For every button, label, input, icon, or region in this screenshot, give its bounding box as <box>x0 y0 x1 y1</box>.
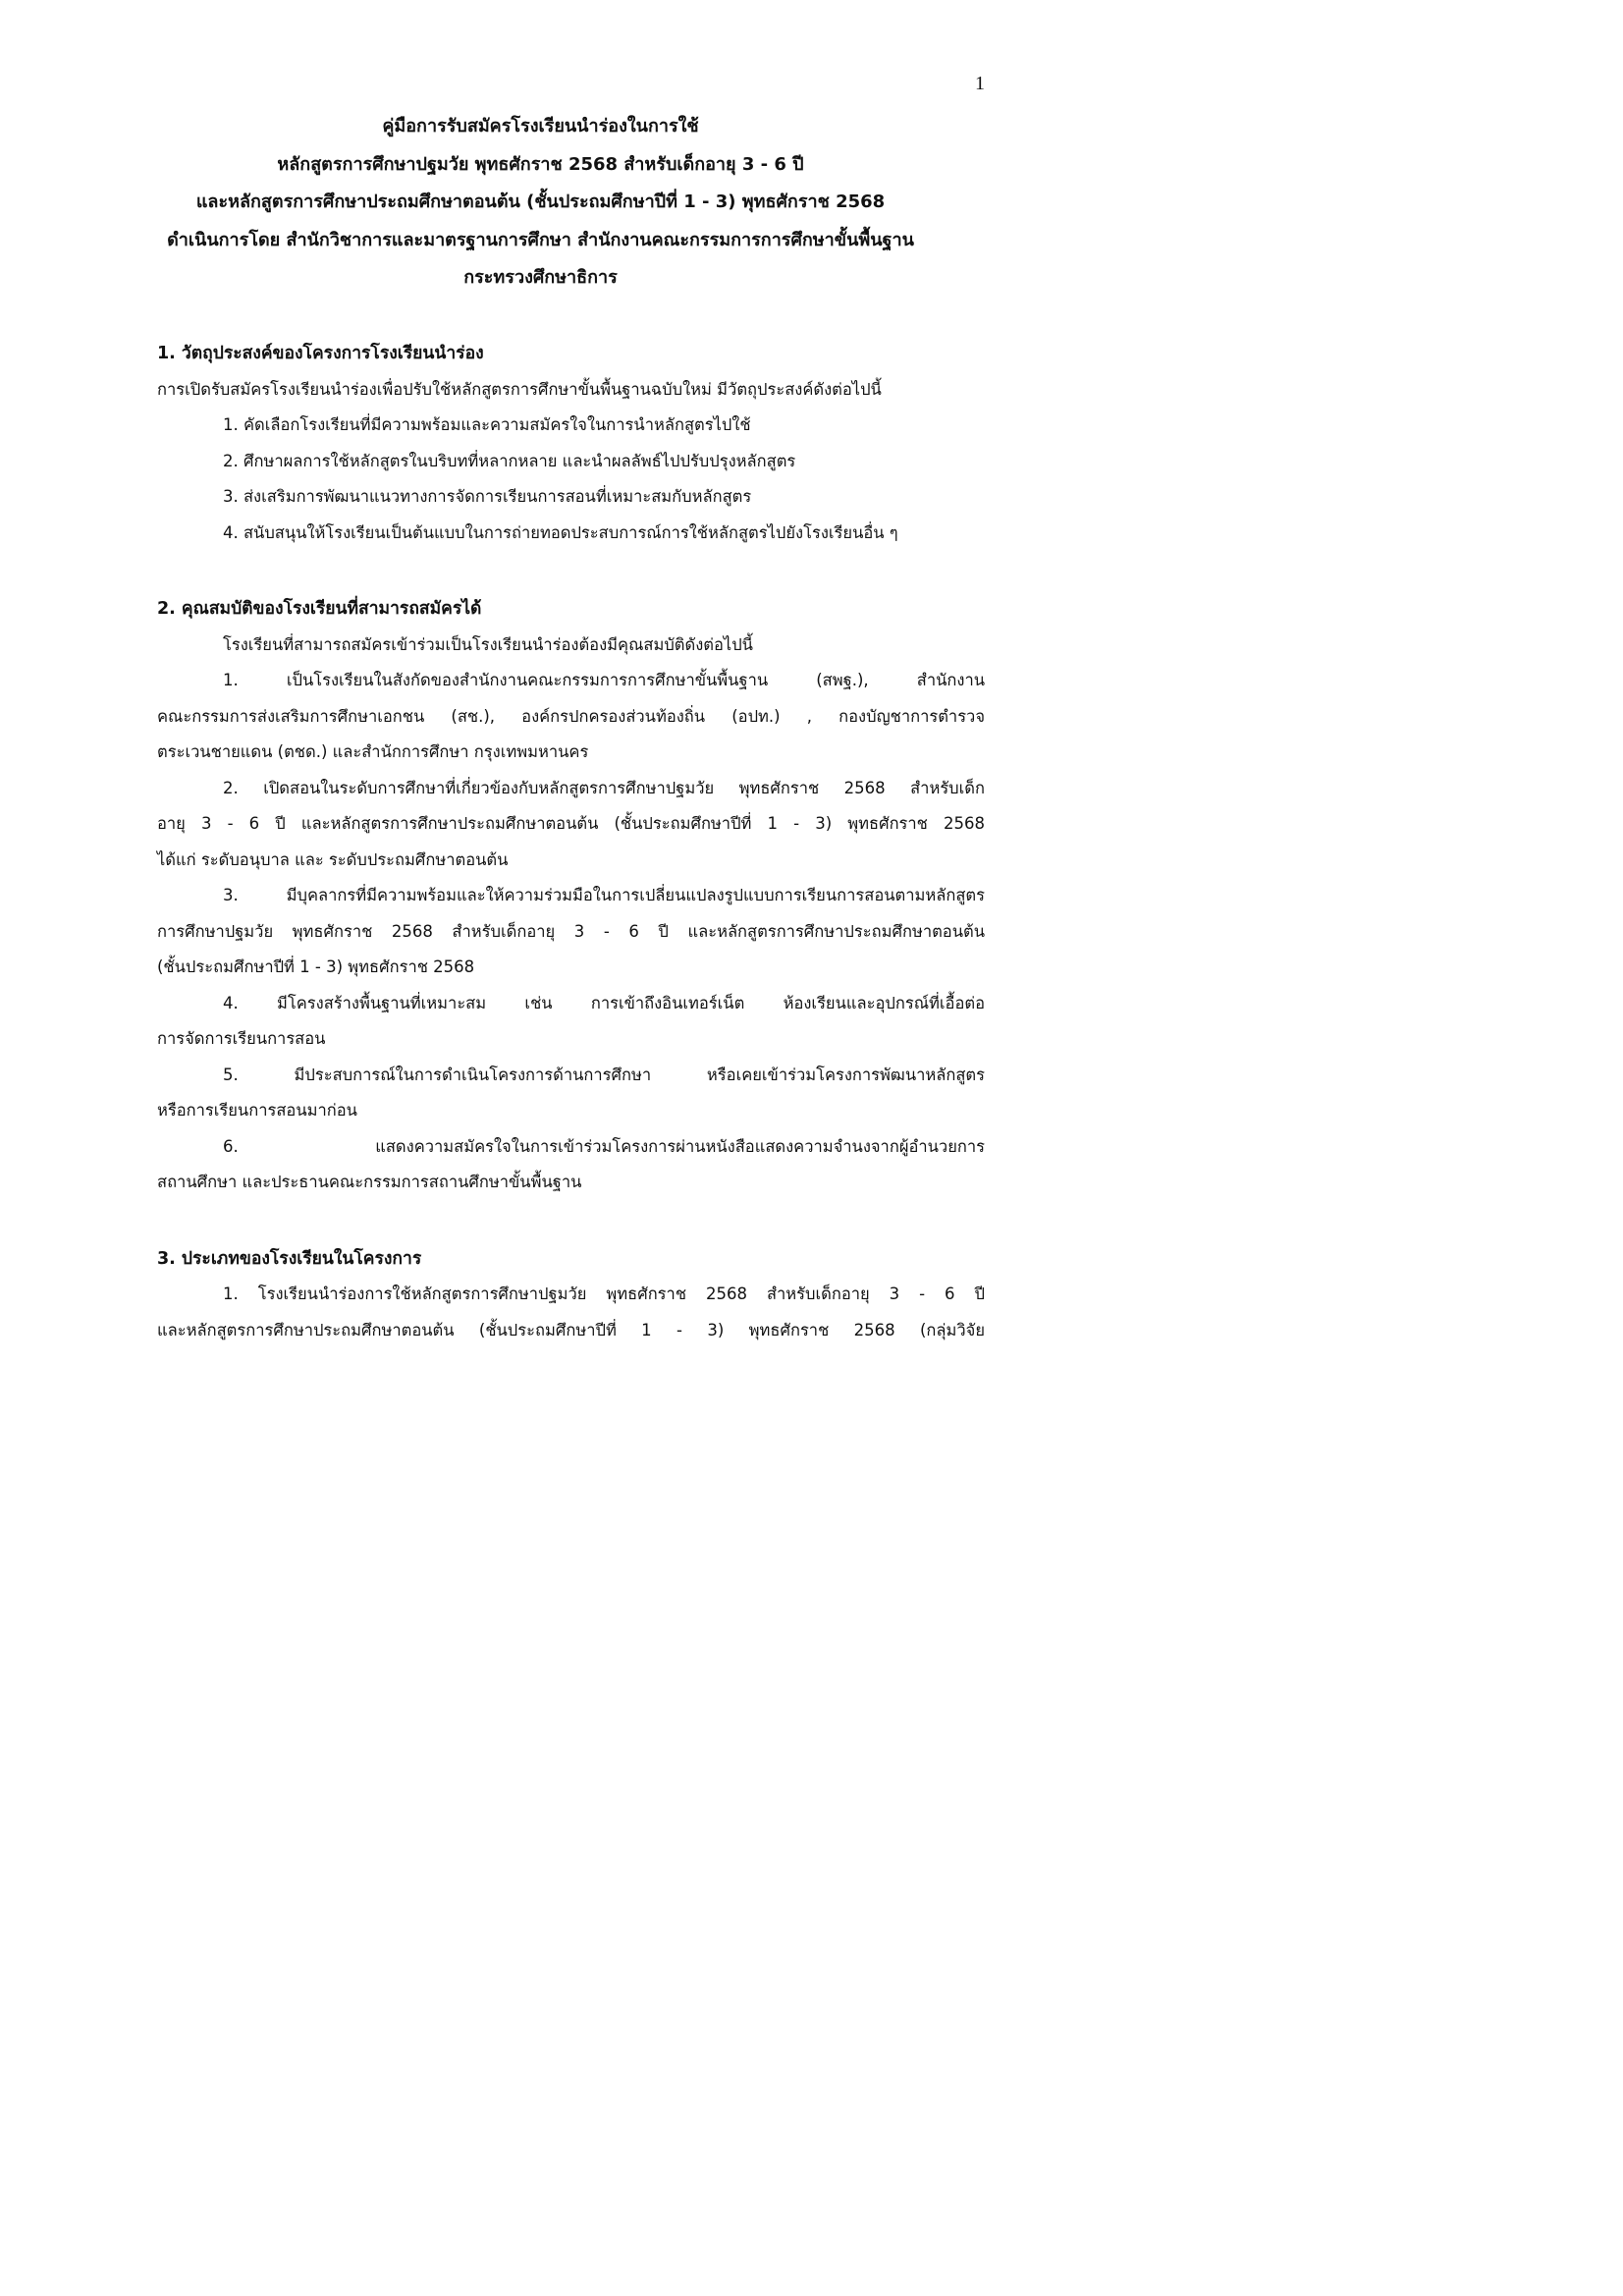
section-intro: การเปิดรับสมัครโรงเรียนนำร่องเพื่อปรับใช้หลักสูตรการศึกษาขั้นพื้นฐานฉบับใหม่ มีวัตถุประสงค์ดังต่อไปนี้ <box>157 379 882 399</box>
objective-item: 4. สนับสนุนให้โรงเรียนเป็นต้นแบบในการถ่ายทอดประสบการณ์การใช้หลักสูตรไปยังโรงเรียนอื่น ๆ <box>223 522 898 542</box>
objective-item: 2. ศึกษาผลการใช้หลักสูตรในบริบทที่หลากหลาย และนำผลลัพธ์ไปปรับปรุงหลักสูตร <box>223 451 796 470</box>
qualification-item-line: สถานศึกษา และประธานคณะกรรมการสถานศึกษาขั้นพื้นฐาน <box>157 1173 582 1191</box>
title-line: หลักสูตรการศึกษาปฐมวัย พุทธศักราช 2568 สำหรับเด็กอายุ 3 - 6 ปี <box>277 153 804 175</box>
section-heading: 3. ประเภทของโรงเรียนในโครงการ <box>157 1248 422 1269</box>
qualification-item-line: 5. มีประสบการณ์ในการดำเนินโครงการด้านการศึกษา หรือเคยเข้าร่วมโครงการพัฒนาหลักสูตร <box>223 1065 985 1084</box>
qualification-item-line: การศึกษาปฐมวัย พุทธศักราช 2568 สำหรับเด็กอายุ 3 - 6 ปี และหลักสูตรการศึกษาประถมศึกษาตอนต้น <box>157 921 985 941</box>
document-body <box>157 336 985 1348</box>
qualification-item-line: การจัดการเรียนการสอน <box>157 1029 326 1048</box>
school-type-item-line: และหลักสูตรการศึกษาประถมศึกษาตอนต้น (ชั้นประถมศึกษาปีที่ 1 - 3) พุทธศักราช 2568 (กลุ่มวิจัย <box>157 1320 985 1339</box>
qualification-item-line: (ชั้นประถมศึกษาปีที่ 1 - 3) พุทธศักราช 2568 <box>157 957 475 976</box>
title-line: และหลักสูตรการศึกษาประถมศึกษาตอนต้น (ชั้นประถมศึกษาปีที่ 1 - 3) พุทธศักราช 2568 <box>195 191 886 212</box>
qualification-item-line: ได้แก่ ระดับอนุบาล และ ระดับประถมศึกษาตอนต้น <box>157 849 509 869</box>
section-heading: 2. คุณสมบัติของโรงเรียนที่สามารถสมัครได้ <box>157 599 482 619</box>
objective-item: 1. คัดเลือกโรงเรียนที่มีความพร้อมและความสมัครใจในการนำหลักสูตรไปใช้ <box>223 415 751 434</box>
title-line: กระทรวงศึกษาธิการ <box>463 267 618 288</box>
objective-item: 3. ส่งเสริมการพัฒนาแนวทางการจัดการเรียนการสอนที่เหมาะสมกับหลักสูตร <box>223 487 752 506</box>
document-title <box>0 108 1081 298</box>
page-number: 1 <box>975 73 985 94</box>
qualification-item-line: 6. แสดงความสมัครใจในการเข้าร่วมโครงการผ่านหนังสือแสดงความจำนงจากผู้อำนวยการ <box>223 1136 985 1156</box>
qualification-item-line: อายุ 3 - 6 ปี และหลักสูตรการศึกษาประถมศึกษาตอนต้น (ชั้นประถมศึกษาปีที่ 1 - 3) พุทธศักราช 2568 <box>157 814 985 833</box>
qualification-item-line: 3. มีบุคลากรที่มีความพร้อมและให้ความร่วมมือในการเปลี่ยนแปลงรูปแบบการเรียนการสอนตามหลักสูตร <box>223 886 985 904</box>
title-line: คู่มือการรับสมัครโรงเรียนนำร่องในการใช้ <box>382 116 699 137</box>
qualification-item-line: คณะกรรมการส่งเสริมการศึกษาเอกชน (สช.), องค์กรปกครองส่วนท้องถิ่น (อปท.) , กองบัญชาการตำรวจ <box>157 706 985 726</box>
qualification-item-line: 2. เปิดสอนในระดับการศึกษาที่เกี่ยวข้องกับหลักสูตรการศึกษาปฐมวัย พุทธศักราช 2568 สำหรับเด็ก <box>223 778 985 797</box>
qualification-item-line: 4. มีโครงสร้างพื้นฐานที่เหมาะสม เช่น การเข้าถึงอินเทอร์เน็ต ห้องเรียนและอุปกรณ์ที่เอื้อต่อ <box>223 993 985 1012</box>
section-heading: 1. วัตถุประสงค์ของโครงการโรงเรียนนำร่อง <box>157 344 484 363</box>
qualification-item-line: หรือการเรียนการสอนมาก่อน <box>157 1101 357 1120</box>
school-type-item-line: 1. โรงเรียนนำร่องการใช้หลักสูตรการศึกษาปฐมวัย พุทธศักราช 2568 สำหรับเด็กอายุ 3 - 6 ปี <box>223 1285 985 1303</box>
section-intro: โรงเรียนที่สามารถสมัครเข้าร่วมเป็นโรงเรียนนำร่องต้องมีคุณสมบัติดังต่อไปนี้ <box>223 634 753 654</box>
title-line: ดำเนินการโดย สำนักวิชาการและมาตรฐานการศึกษา สำนักงานคณะกรรมการการศึกษาขั้นพื้นฐาน <box>167 229 914 250</box>
qualification-item-line: 1. เป็นโรงเรียนในสังกัดของสำนักงานคณะกรรมการการศึกษาขั้นพื้นฐาน (สพฐ.), สำนักงาน <box>223 671 985 689</box>
qualification-item-line: ตระเวนชายแดน (ตชด.) และสำนักการศึกษา กรุงเทพมหานคร <box>157 742 589 761</box>
